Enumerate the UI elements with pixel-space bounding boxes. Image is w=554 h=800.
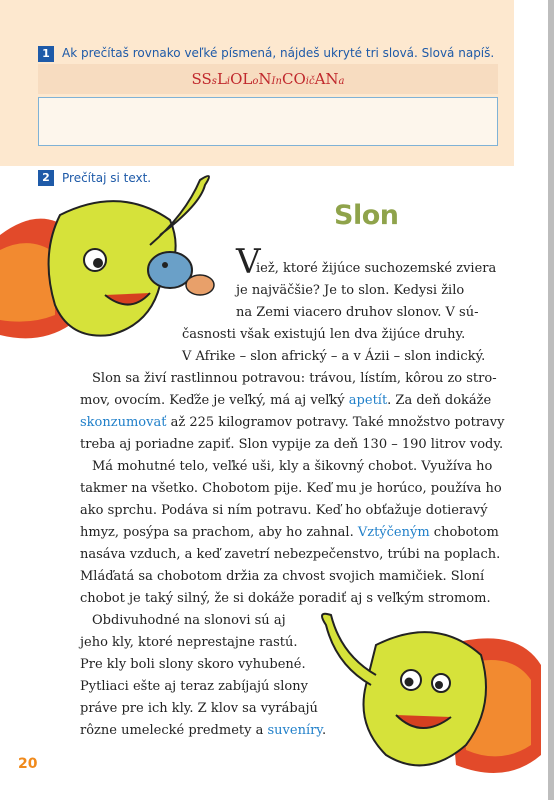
glossary-word: Vztýčeným — [357, 525, 430, 540]
puzzle-letter: a — [338, 76, 345, 87]
page-number: 20 — [18, 756, 38, 772]
answer-field[interactable] — [38, 97, 498, 146]
article-line — [80, 544, 500, 566]
puzzle-letter: i — [305, 76, 309, 87]
line-text: hmyz, posýpa sa prachom, aby ho zahnal. — [80, 525, 358, 540]
puzzle-letter: O — [293, 70, 306, 88]
puzzle-letter: C — [281, 70, 294, 88]
puzzle-letter: s — [211, 76, 217, 87]
article-line — [80, 698, 318, 720]
line-text: Má mohutné telo, veľké uši, kly a šikovný chobot. Využíva ho — [92, 459, 493, 474]
puzzle-letter: L — [242, 70, 253, 88]
puzzle-letter: N — [325, 70, 339, 88]
puzzle-letter: i — [226, 76, 231, 87]
article-line — [80, 632, 297, 654]
article-line — [80, 434, 503, 456]
article-line — [80, 720, 326, 742]
glossary-word: suveníry — [267, 723, 322, 738]
line-text: práve pre ich kly. Z klov sa vyrábajú — [80, 701, 318, 716]
line-text: nasáva vzduch, a keď zavetrí nebezpečenstvo, trúbi na poplach. — [80, 547, 501, 562]
line-text: až 225 kilogramov potravy. Také množstvo potravy — [166, 415, 505, 430]
line-text: ako sprchu. Podáva si ním potravu. Keď ho obťažuje dotieravý — [80, 503, 488, 518]
line-text: jeho kly, ktoré neprestajne rastú. — [80, 635, 298, 650]
article-line — [80, 522, 499, 544]
drop-cap: V — [236, 242, 261, 282]
line-text: mov, ovocím. Keďže je veľký, má aj veľký — [80, 393, 349, 408]
task-2-number: 2 — [38, 170, 54, 186]
line-text: takmer na všetko. Chobotom pije. Keď mu je horúco, používa ho — [80, 481, 502, 496]
puzzle-letter: N — [258, 70, 272, 88]
line-text: . — [321, 723, 327, 738]
article-line — [92, 368, 497, 390]
puzzle-letter: č — [308, 76, 315, 87]
article-line — [256, 258, 496, 280]
hidden-words-puzzle — [38, 64, 498, 94]
article-line — [92, 610, 286, 632]
article-line — [80, 500, 488, 522]
article-line — [80, 566, 484, 588]
article-line — [80, 390, 491, 412]
line-text: časnosti však existujú len dva žijúce druhy. — [182, 327, 466, 342]
puzzle-letter: S — [191, 70, 202, 88]
task-2-instruction: Prečítaj si text. — [62, 171, 152, 185]
article-line — [182, 324, 465, 346]
line-text: chobot je taký silný, že si dokáže poradiť aj s veľkým stromom. — [80, 591, 491, 606]
article-line — [236, 280, 464, 302]
line-text: na Zemi viacero druhov slonov. V sú- — [236, 305, 479, 320]
article-title: Slon — [334, 200, 399, 231]
line-text: V Afrike – slon africký – a v Ázii – slon indický. — [182, 349, 486, 364]
line-text: iež, ktoré žijúce suchozemské zviera — [256, 261, 497, 276]
line-text: Slon sa živí rastlinnou potravou: trávou, lístím, kôrou zo stro- — [92, 371, 497, 386]
article-line — [80, 588, 491, 610]
line-text: Mláďatá sa chobotom držia za chvost svojich mamičiek. Sloní — [80, 569, 485, 584]
task-1-instruction: Ak prečítaš rovnako veľké písmená, nájdeš ukryté tri slová. Slová napíš. — [62, 46, 495, 60]
line-text: chobotom — [429, 525, 499, 540]
puzzle-letter: n — [275, 76, 282, 87]
line-text: Obdivuhodné na slonovi sú aj — [92, 613, 286, 628]
article-line — [236, 302, 478, 324]
line-text: . Za deň dokáže — [387, 393, 492, 408]
line-text: treba aj poriadne zapiť. Slon vypije za deň 130 – 190 litrov vody. — [80, 437, 504, 452]
puzzle-letter: o — [252, 76, 259, 87]
article-line — [80, 478, 502, 500]
puzzle-letter: S — [201, 70, 212, 88]
line-text: Pytliaci ešte aj teraz zabíjajú slony — [80, 679, 308, 694]
article-line — [80, 676, 308, 698]
line-text: je najväčšie? Je to slon. Kedysi žilo — [236, 283, 465, 298]
glossary-word: skonzumovať — [80, 415, 167, 430]
article-line — [182, 346, 485, 368]
glossary-word: apetít — [348, 393, 388, 408]
page-edge — [548, 0, 554, 800]
elephant-illustration-bottom — [316, 605, 546, 790]
puzzle-letter: A — [314, 70, 326, 88]
line-text: rôzne umelecké predmety a — [80, 723, 268, 738]
article-line — [80, 412, 504, 434]
task-1-number: 1 — [38, 46, 54, 62]
puzzle-letter: I — [271, 76, 276, 87]
article-line — [80, 654, 306, 676]
puzzle-letter: L — [216, 70, 227, 88]
puzzle-letter: O — [230, 70, 243, 88]
article-line — [92, 456, 492, 478]
line-text: Pre kly boli slony skoro vyhubené. — [80, 657, 306, 672]
